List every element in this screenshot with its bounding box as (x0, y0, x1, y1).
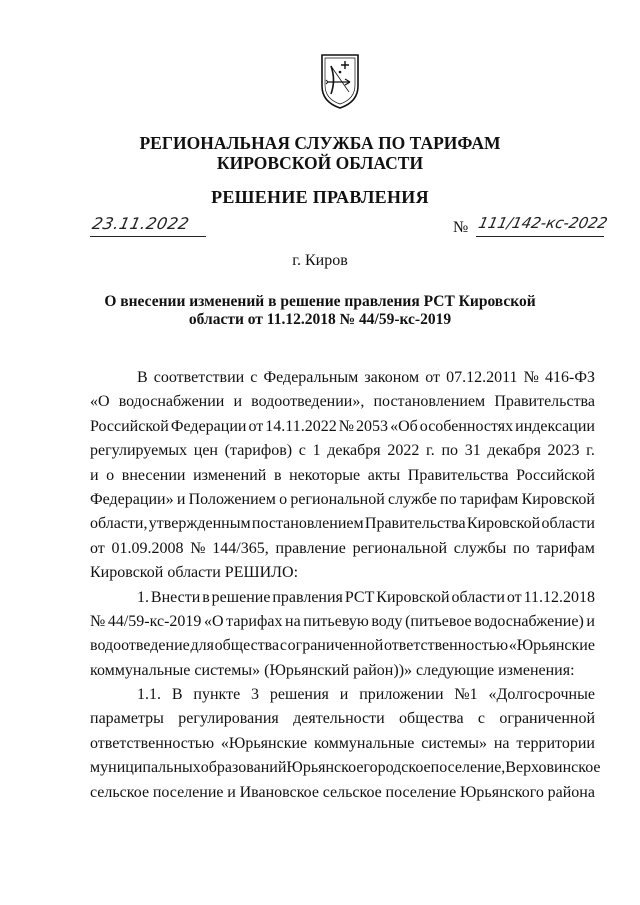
organization-name-line2: КИРОВСКОЙ ОБЛАСТИ (216, 153, 424, 173)
subject-line2: области от 11.12.2018 № 44/59-кс-2019 (188, 311, 452, 328)
city-name: г. Киров (292, 252, 348, 269)
body-line: Российской Федерации от 14.11.2022 № 2053 «Об особенностях индексации (90, 417, 595, 435)
body-line: ответственностью «Юрьянские коммунальные системы» на территории (90, 734, 595, 752)
organization-name (0, 133, 640, 173)
body-line: 1. Внести в решение правления РСТ Кировской области от 11.12.2018 (137, 588, 595, 606)
handwritten-date: 23.11.2022 (90, 214, 192, 233)
body-line: от 01.09.2008 № 144/365, правление региональной службы по тарифам (90, 539, 595, 557)
subject-line1: О внесении изменений в решение правления РСТ Кировской (104, 293, 536, 310)
body-line: параметры регулирования деятельности общества с ограниченной (90, 710, 595, 728)
body-line: и о внесении изменений в некоторые акты Правительства Российской (90, 466, 595, 484)
body-line: водоотведение для общества с ограниченной ответственностью «Юрьянские (90, 637, 595, 655)
body-line: муниципальных образований Юрьянское городское поселение, Верховинское (90, 759, 601, 777)
body-line: 1.1. В пункте 3 решения и приложении №1 «Долгосрочные (137, 686, 595, 704)
body-line: области, утвержденным постановлением Правительства Кировской области (90, 515, 595, 533)
organization-name-line1: РЕГИОНАЛЬНАЯ СЛУЖБА ПО ТАРИФАМ (139, 133, 501, 153)
number-sign: № (453, 219, 469, 236)
handwritten-document-number: 111/142-кс-2022 (476, 214, 610, 232)
body-line: коммунальные системы» (Юрьянский район))» следующие изменения: (90, 661, 575, 679)
kirov-oblast-coat-of-arms-icon (319, 52, 361, 110)
body-line: № 44/59-кс-2019 «О тарифах на питьевую воду (питьевое водоснабжение) и (90, 612, 595, 630)
body-line: В соответствии с Федеральным законом от 07.12.2011 № 416-ФЗ (137, 369, 595, 386)
date-underline (90, 236, 206, 237)
number-underline (476, 236, 604, 237)
body-line: Кировской области РЕШИЛО: (90, 564, 299, 582)
body-line: сельское поселение и Ивановское сельское поселение Юрьянского района (90, 783, 595, 801)
body-line: Федерации» и Положением о региональной службе по тарифам Кировской (90, 490, 595, 508)
body-line: регулируемых цен (тарифов) с 1 декабря 2022 г. по 31 декабря 2023 г. (90, 442, 595, 460)
document-subject (0, 293, 640, 329)
document-body (90, 366, 601, 805)
document-type-title: РЕШЕНИЕ ПРАВЛЕНИЯ (211, 187, 429, 207)
body-line: «О водоснабжении и водоотведении», постановлением Правительства (90, 393, 595, 411)
